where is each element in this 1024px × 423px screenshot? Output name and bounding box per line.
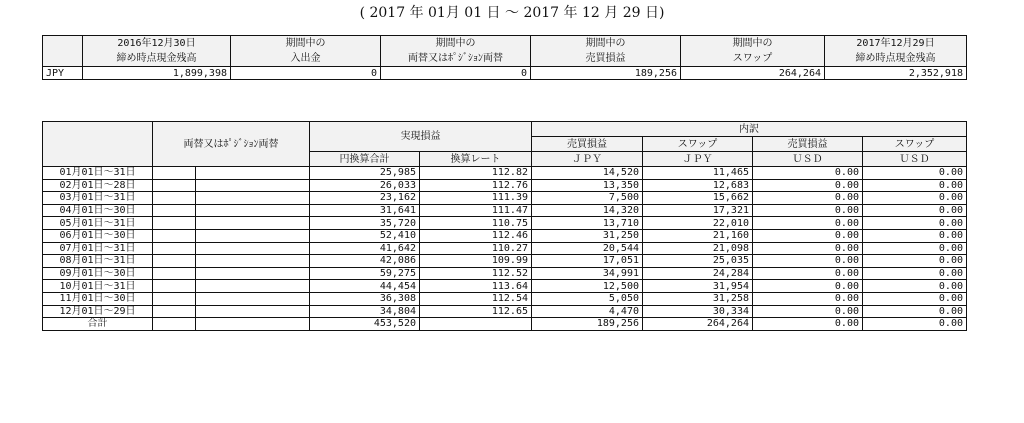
summary-header-opening-l1: 2016年12月30日 [83, 36, 231, 52]
detail-header-trade-pl-jpy: 売買損益 [532, 137, 643, 152]
swap-usd-cell: 0.00 [863, 305, 967, 318]
yen-total-cell: 23,162 [310, 192, 420, 205]
summary-swap: 264,264 [681, 67, 825, 80]
summary-header-deposit-l2: 入出金 [231, 51, 381, 67]
report-period-title: ( 2017 年 01月 01 日 ～ 2017 年 12 月 29 日) [359, 5, 665, 21]
summary-trade-pl: 189,256 [531, 67, 681, 80]
exchange-a-cell [153, 318, 196, 331]
detail-header-currency-usd-2: ＵＳＤ [863, 152, 967, 167]
table-row [43, 305, 967, 318]
swap-jpy-cell: 22,010 [643, 217, 753, 230]
yen-total-cell: 41,642 [310, 242, 420, 255]
period-cell: 08月01日～31日 [43, 255, 153, 268]
detail-body [43, 167, 967, 331]
swap-usd-cell: 0.00 [863, 255, 967, 268]
swap-jpy-cell: 31,954 [643, 280, 753, 293]
yen-total-cell: 59,275 [310, 267, 420, 280]
exchange-a-cell [153, 280, 196, 293]
table-row [43, 192, 967, 205]
trade-pl-usd-cell: 0.00 [753, 192, 863, 205]
detail-header-trade-pl-usd: 売買損益 [753, 137, 863, 152]
swap-usd-cell: 0.00 [863, 179, 967, 192]
rate-cell: 112.82 [420, 167, 532, 180]
yen-total-cell: 453,520 [310, 318, 420, 331]
swap-usd-cell: 0.00 [863, 229, 967, 242]
yen-total-cell: 35,720 [310, 217, 420, 230]
exchange-b-cell [196, 242, 310, 255]
exchange-b-cell [196, 292, 310, 305]
trade-pl-usd-cell: 0.00 [753, 229, 863, 242]
swap-jpy-cell: 25,035 [643, 255, 753, 268]
exchange-b-cell [196, 255, 310, 268]
yen-total-cell: 26,033 [310, 179, 420, 192]
balance-summary-table [42, 35, 967, 80]
exchange-a-cell [153, 167, 196, 180]
swap-usd-cell: 0.00 [863, 267, 967, 280]
swap-jpy-cell: 17,321 [643, 204, 753, 217]
trade-pl-jpy-cell: 20,544 [532, 242, 643, 255]
table-row [43, 267, 967, 280]
rate-cell: 109.99 [420, 255, 532, 268]
swap-usd-cell: 0.00 [863, 292, 967, 305]
exchange-a-cell [153, 192, 196, 205]
trade-pl-usd-cell: 0.00 [753, 204, 863, 217]
detail-header-realized: 実現損益 [310, 122, 532, 152]
detail-header-currency-jpy-1: ＪＰＹ [532, 152, 643, 167]
trade-pl-usd-cell: 0.00 [753, 318, 863, 331]
period-cell: 07月01日～31日 [43, 242, 153, 255]
yen-total-cell: 52,410 [310, 229, 420, 242]
yen-total-cell: 44,454 [310, 280, 420, 293]
detail-header-rate: 換算レート [420, 152, 532, 167]
exchange-a-cell [153, 292, 196, 305]
trade-pl-usd-cell: 0.00 [753, 267, 863, 280]
trade-pl-usd-cell: 0.00 [753, 292, 863, 305]
swap-jpy-cell: 31,258 [643, 292, 753, 305]
exchange-b-cell [196, 229, 310, 242]
detail-header-swap-usd: スワップ [863, 137, 967, 152]
rate-cell: 112.52 [420, 267, 532, 280]
trade-pl-usd-cell: 0.00 [753, 179, 863, 192]
summary-header-closing-l1: 2017年12月29日 [825, 36, 967, 52]
exchange-a-cell [153, 267, 196, 280]
exchange-b-cell [196, 179, 310, 192]
period-cell: 06月01日～30日 [43, 229, 153, 242]
swap-usd-cell: 0.00 [863, 217, 967, 230]
exchange-b-cell [196, 204, 310, 217]
swap-jpy-cell: 264,264 [643, 318, 753, 331]
exchange-b-cell [196, 217, 310, 230]
rate-cell: 112.54 [420, 292, 532, 305]
rate-cell: 112.76 [420, 179, 532, 192]
trade-pl-usd-cell: 0.00 [753, 217, 863, 230]
trade-pl-usd-cell: 0.00 [753, 305, 863, 318]
swap-usd-cell: 0.00 [863, 242, 967, 255]
summary-header-swap-l1: 期間中の [681, 36, 825, 52]
yen-total-cell: 25,985 [310, 167, 420, 180]
summary-header-closing-l2: 締め時点現金残高 [825, 51, 967, 67]
period-cell: 04月01日～30日 [43, 204, 153, 217]
yen-total-cell: 42,086 [310, 255, 420, 268]
exchange-b-cell [196, 305, 310, 318]
period-cell: 05月01日～31日 [43, 217, 153, 230]
trade-pl-usd-cell: 0.00 [753, 167, 863, 180]
trade-pl-jpy-cell: 12,500 [532, 280, 643, 293]
table-row [43, 229, 967, 242]
swap-usd-cell: 0.00 [863, 192, 967, 205]
period-cell: 12月01日～29日 [43, 305, 153, 318]
exchange-b-cell [196, 167, 310, 180]
swap-jpy-cell: 21,098 [643, 242, 753, 255]
rate-cell: 110.27 [420, 242, 532, 255]
yen-total-cell: 31,641 [310, 204, 420, 217]
table-row [43, 217, 967, 230]
trade-pl-jpy-cell: 5,050 [532, 292, 643, 305]
rate-cell: 110.75 [420, 217, 532, 230]
swap-usd-cell: 0.00 [863, 318, 967, 331]
table-row [43, 179, 967, 192]
trade-pl-usd-cell: 0.00 [753, 255, 863, 268]
swap-usd-cell: 0.00 [863, 280, 967, 293]
rate-cell: 113.64 [420, 280, 532, 293]
exchange-a-cell [153, 229, 196, 242]
period-cell: 01月01日～31日 [43, 167, 153, 180]
rate-cell: 112.65 [420, 305, 532, 318]
summary-corner-cell [43, 36, 83, 67]
period-cell: 03月01日～31日 [43, 192, 153, 205]
exchange-a-cell [153, 204, 196, 217]
swap-jpy-cell: 24,284 [643, 267, 753, 280]
summary-deposit: 0 [231, 67, 381, 80]
rate-cell [420, 318, 532, 331]
yen-total-cell: 34,804 [310, 305, 420, 318]
exchange-a-cell [153, 305, 196, 318]
detail-header-breakdown: 内訳 [532, 122, 967, 137]
total-row [43, 318, 967, 331]
period-cell: 09月01日～30日 [43, 267, 153, 280]
exchange-a-cell [153, 242, 196, 255]
table-row [43, 204, 967, 217]
detail-header-yen-total: 円換算合計 [310, 152, 420, 167]
summary-header-trade-pl-l1: 期間中の [531, 36, 681, 52]
exchange-b-cell [196, 192, 310, 205]
exchange-b-cell [196, 267, 310, 280]
trade-pl-jpy-cell: 31,250 [532, 229, 643, 242]
trade-pl-jpy-cell: 17,051 [532, 255, 643, 268]
detail-corner-cell [43, 122, 153, 167]
period-cell: 10月01日～31日 [43, 280, 153, 293]
period-cell: 11月01日～30日 [43, 292, 153, 305]
detail-header-exchange: 両替又はﾎﾟｼﾞｼｮﾝ両替 [153, 122, 310, 167]
table-row [43, 292, 967, 305]
rate-cell: 112.46 [420, 229, 532, 242]
rate-cell: 111.39 [420, 192, 532, 205]
trade-pl-jpy-cell: 14,320 [532, 204, 643, 217]
total-label: 合計 [43, 318, 153, 331]
swap-usd-cell: 0.00 [863, 167, 967, 180]
summary-closing-balance: 2,352,918 [825, 67, 967, 80]
trade-pl-jpy-cell: 13,350 [532, 179, 643, 192]
trade-pl-jpy-cell: 13,710 [532, 217, 643, 230]
swap-jpy-cell: 12,683 [643, 179, 753, 192]
summary-header-deposit-l1: 期間中の [231, 36, 381, 52]
trade-pl-usd-cell: 0.00 [753, 242, 863, 255]
trade-pl-jpy-cell: 14,520 [532, 167, 643, 180]
detail-header-currency-jpy-2: ＪＰＹ [643, 152, 753, 167]
detail-header-currency-usd-1: ＵＳＤ [753, 152, 863, 167]
summary-row-jpy [43, 67, 967, 80]
trade-pl-usd-cell: 0.00 [753, 280, 863, 293]
summary-exchange: 0 [381, 67, 531, 80]
summary-header-trade-pl-l2: 売買損益 [531, 51, 681, 67]
trade-pl-jpy-cell: 189,256 [532, 318, 643, 331]
trade-pl-jpy-cell: 4,470 [532, 305, 643, 318]
trade-pl-jpy-cell: 7,500 [532, 192, 643, 205]
swap-jpy-cell: 11,465 [643, 167, 753, 180]
summary-opening-balance: 1,899,398 [83, 67, 231, 80]
period-cell: 02月01日～28日 [43, 179, 153, 192]
exchange-a-cell [153, 217, 196, 230]
summary-header-opening-l2: 締め時点現金残高 [83, 51, 231, 67]
exchange-b-cell [196, 280, 310, 293]
exchange-a-cell [153, 255, 196, 268]
swap-jpy-cell: 30,334 [643, 305, 753, 318]
table-row [43, 280, 967, 293]
summary-header-exchange-l1: 期間中の [381, 36, 531, 52]
swap-jpy-cell: 15,662 [643, 192, 753, 205]
summary-header-exchange-l2: 両替又はﾎﾟｼﾞｼｮﾝ両替 [381, 51, 531, 67]
rate-cell: 111.47 [420, 204, 532, 217]
monthly-detail-table [42, 121, 967, 331]
table-row [43, 242, 967, 255]
summary-currency: JPY [43, 67, 83, 80]
table-row [43, 167, 967, 180]
detail-header-swap-jpy: スワップ [643, 137, 753, 152]
swap-jpy-cell: 21,160 [643, 229, 753, 242]
exchange-b-cell [196, 318, 310, 331]
exchange-a-cell [153, 179, 196, 192]
summary-header-swap-l2: スワップ [681, 51, 825, 67]
trade-pl-jpy-cell: 34,991 [532, 267, 643, 280]
yen-total-cell: 36,308 [310, 292, 420, 305]
table-row [43, 255, 967, 268]
swap-usd-cell: 0.00 [863, 204, 967, 217]
